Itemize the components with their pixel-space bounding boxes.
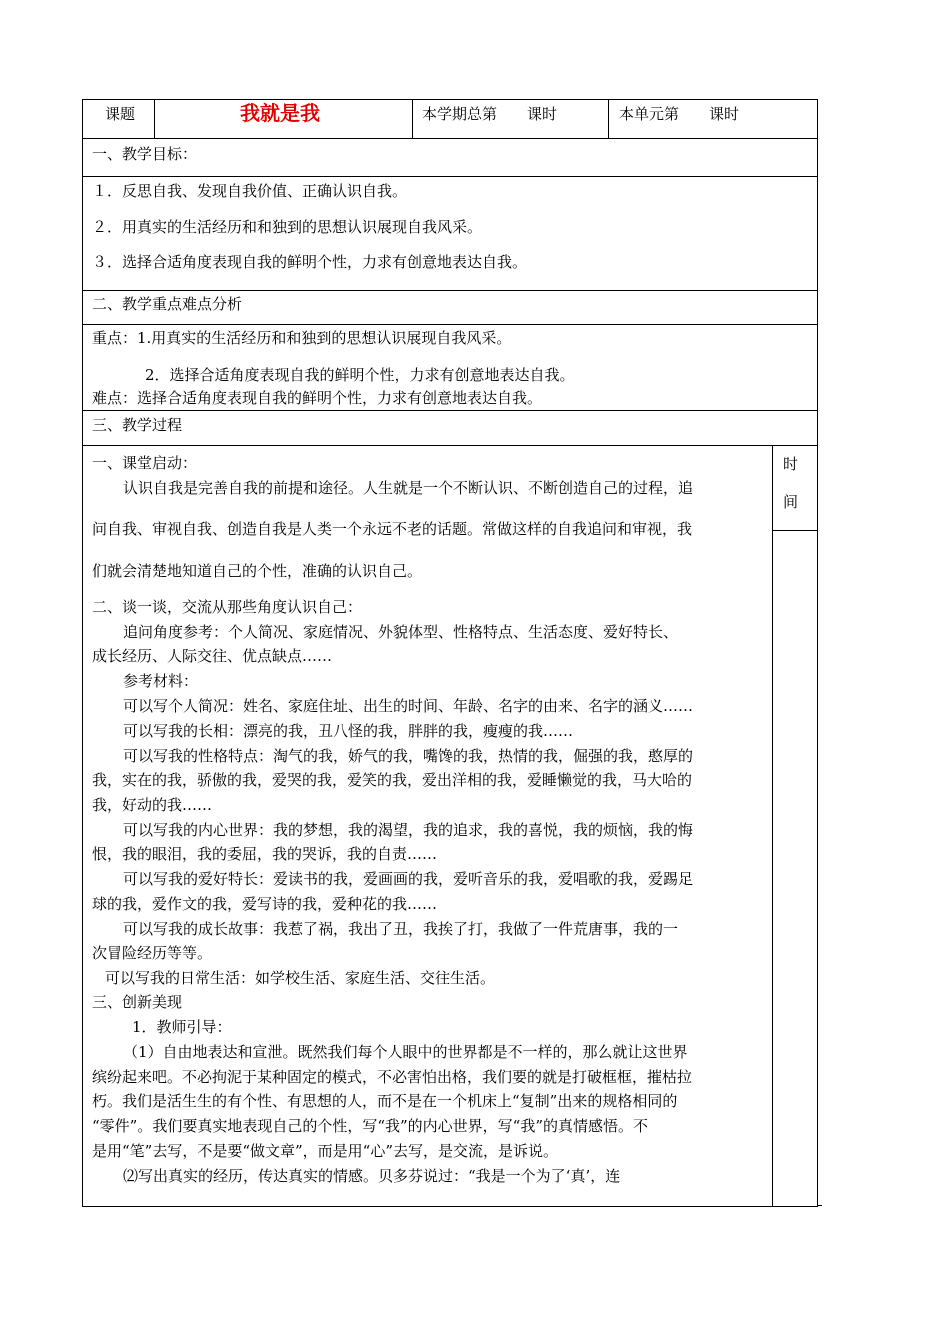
key-point-2: 2．选择合适角度表现自我的鲜明个性，力求有创意地表达自我。 (145, 366, 575, 384)
time-column (772, 446, 817, 1206)
time-label-top: 时 (783, 455, 799, 473)
time-label-bottom: 间 (783, 493, 799, 511)
topic-label-cell (83, 100, 155, 138)
process-line: （1）自由地表达和宣泄。既然我们每个人眼中的世界都是不一样的，那么就让这世界 (123, 1043, 688, 1061)
difficulty-point: 难点：选择合适角度表现自我的鲜明个性，力求有创意地表达自我。 (92, 389, 543, 407)
process-line: 恨，我的眼泪，我的委屈，我的哭诉，我的自责…… (92, 845, 438, 863)
process-line: 三、创新美现 (92, 993, 183, 1011)
objectives-content-row (83, 177, 817, 291)
objectives-heading: 一、教学目标： (92, 145, 198, 163)
process-line: 认识自我是完善自我的前提和途径。人生就是一个不断认识、不断创造自己的过程，追 (123, 479, 694, 497)
term-hours-label: 本学期总第 课时 (422, 105, 558, 123)
lesson-title: 我就是我 (240, 101, 320, 125)
process-line: 成长经历、人际交往、优点缺点…… (92, 647, 333, 665)
process-line: “零件”。我们要真实地表现自己的个性，写“我”的内心世界，写“我”的真情感悟。不 (92, 1117, 649, 1135)
process-line: 可以写我的内心世界：我的梦想，我的渴望，我的追求，我的喜悦，我的烦恼，我的悔 (123, 821, 694, 839)
process-line: 朽。我们是活生生的有个性、有思想的人，而不是在一个机床上“复制”出来的规格相同的 (92, 1092, 678, 1110)
key-points-content-row (83, 325, 817, 411)
process-line: 可以写我的爱好特长：爱读书的我，爱画画的我，爱听音乐的我，爱唱歌的我，爱踢足 (123, 870, 694, 888)
process-line: 们就会清楚地知道自己的个性，准确的认识自己。 (92, 562, 423, 580)
process-line: 可以写我的成长故事：我惹了祸，我出了丑，我挨了打，我做了一件荒唐事，我的一 (123, 920, 679, 938)
process-line: 二、谈一谈，交流从那些角度认识自己： (92, 598, 363, 616)
process-line: 我，好动的我…… (92, 796, 213, 814)
objective-item: ３．选择合适角度表现自我的鲜明个性，力求有创意地表达自我。 (92, 253, 528, 271)
key-points-heading: 二、教学重点难点分析 (92, 295, 243, 313)
process-line: 可以写个人简况：姓名、家庭住址、出生的时间、年龄、名字的由来、名字的涵义…… (123, 697, 694, 715)
process-line: 可以写我的性格特点：淘气的我，娇气的我，嘴馋的我，热情的我，倔强的我，憨厚的 (123, 747, 694, 765)
lesson-plan-table (82, 99, 818, 1207)
process-line: 参考材料： (123, 672, 199, 690)
process-line: 追问角度参考：个人简况、家庭情况、外貌体型、性格特点、生活态度、爱好特长、 (123, 623, 679, 641)
objectives-heading-row (83, 139, 817, 177)
key-point-1: 重点：1.用真实的生活经历和和独到的思想认识展现自我风采。 (92, 329, 512, 347)
process-line: ⑵写出真实的经历，传达真实的情感。贝多芬说过：“我是一个为了‘真’，连 (123, 1167, 621, 1185)
process-line: 可以写我的长相：漂亮的我，丑八怪的我，胖胖的我，瘦瘦的我…… (123, 722, 574, 740)
objective-item: １．反思自我、发现自我价值、正确认识自我。 (92, 182, 408, 200)
time-column-divider (773, 530, 817, 531)
objective-item: ２．用真实的生活经历和和独到的思想认识展现自我风采。 (92, 218, 483, 236)
process-line: 可以写我的日常生活：如学校生活、家庭生活、交往生活。 (105, 969, 496, 987)
key-points-heading-row (83, 291, 817, 325)
border-stub (818, 1205, 822, 1206)
process-line: 是用“笔”去写，不是要“做文章”，而是用“心”去写，是交流，是诉说。 (92, 1142, 559, 1160)
process-heading: 三、教学过程 (92, 416, 183, 434)
term-hours-cell (413, 100, 609, 138)
process-body (83, 446, 772, 1206)
process-heading-row (83, 411, 817, 446)
topic-label: 课题 (105, 105, 136, 123)
process-line: 球的我，爱作文的我，爱写诗的我，爱种花的我…… (92, 895, 438, 913)
header-row (83, 100, 817, 139)
process-line: 一、课堂启动： (92, 454, 198, 472)
process-line: 1．教师引导： (132, 1018, 232, 1036)
title-cell (155, 100, 413, 138)
unit-hours-label: 本单元第 课时 (619, 105, 740, 123)
process-line: 次冒险经历等等。 (92, 944, 213, 962)
process-line: 缤纷起来吧。不必拘泥于某种固定的模式，不必害怕出格，我们要的就是打破框框，摧枯拉 (92, 1068, 693, 1086)
unit-hours-cell (609, 100, 817, 138)
process-line: 我，实在的我，骄傲的我，爱哭的我，爱笑的我，爱出洋相的我，爱睡懒觉的我，马大哈的 (92, 771, 693, 789)
process-line: 问自我、审视自我、创造自我是人类一个永远不老的话题。常做这样的自我追问和审视，我 (92, 520, 693, 538)
